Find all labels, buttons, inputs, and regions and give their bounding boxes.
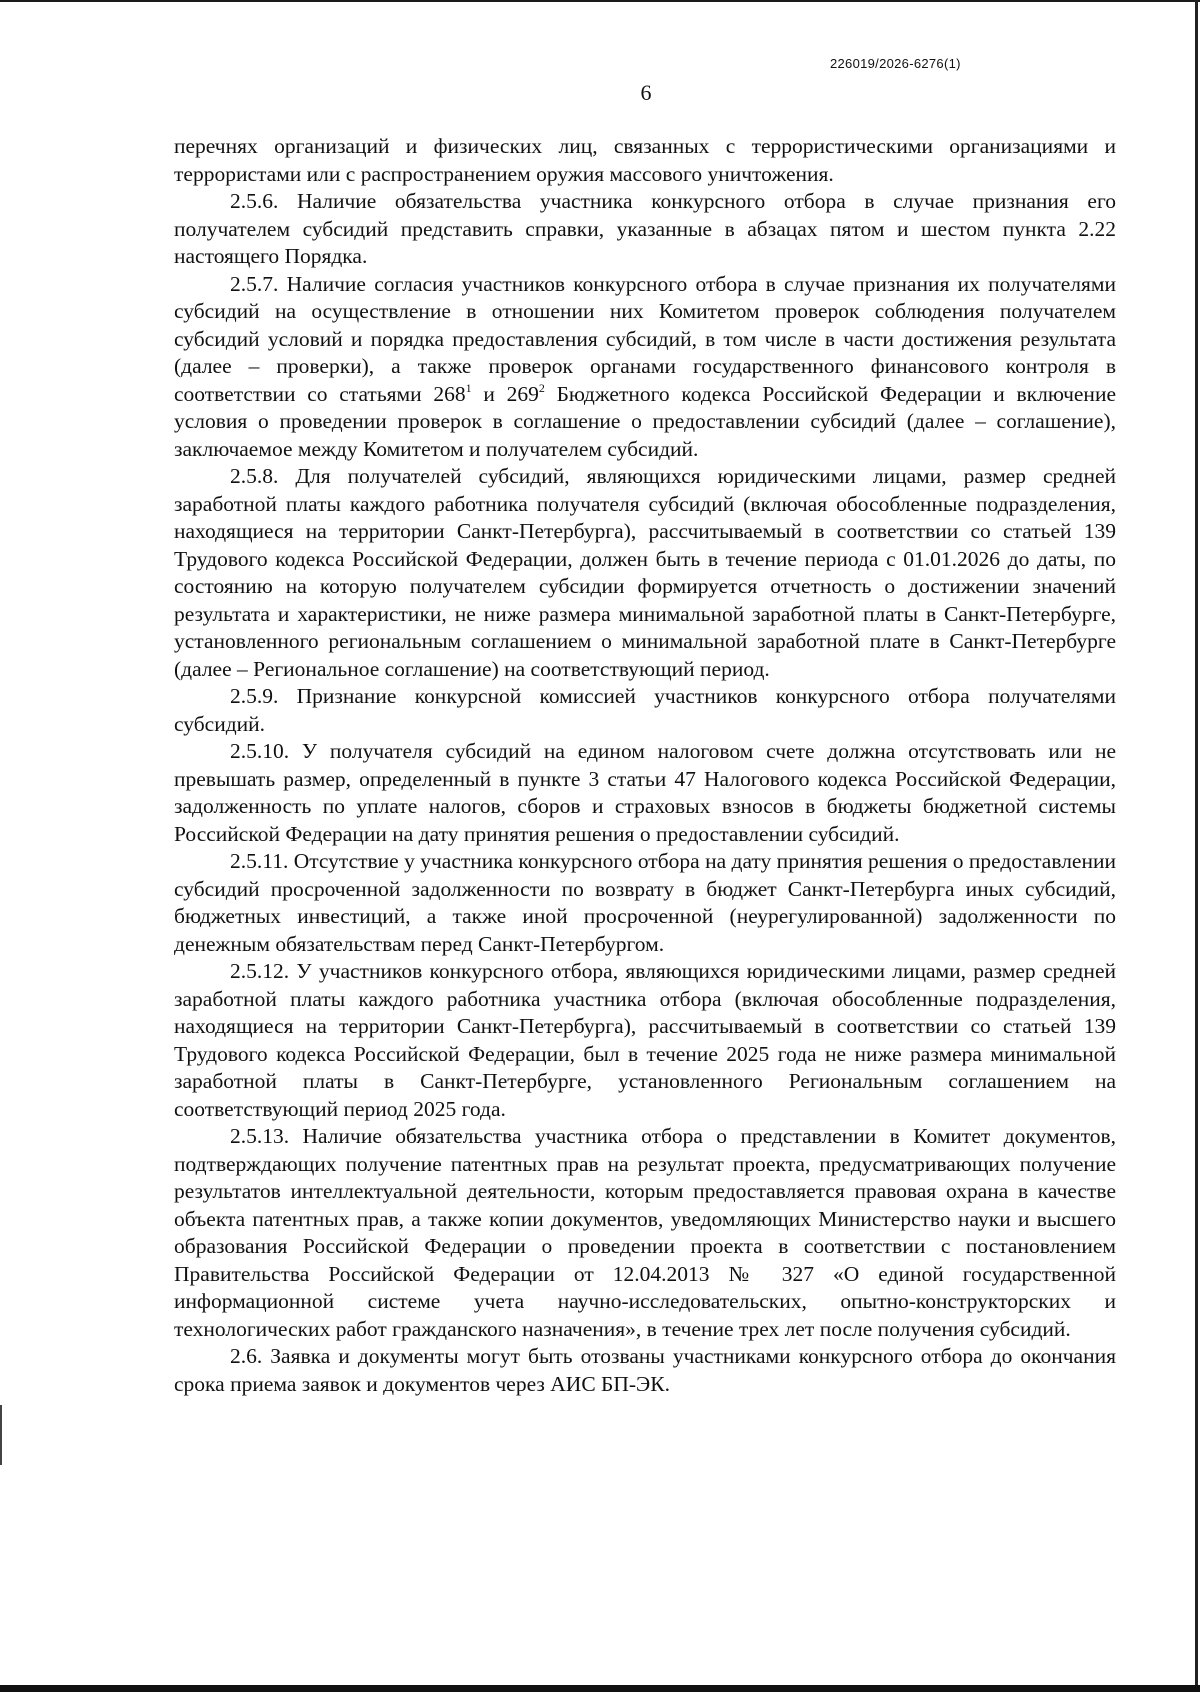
scan-edge-top <box>0 0 1200 2</box>
document-body <box>174 133 1116 1398</box>
paragraph-2-5-13: 2.5.13. Наличие обязательства участника отбора о представлении в Комитет документов, подтверждающих получение патентных прав на результат проекта, предусматривающих получение результатов интеллектуальной деятельности, которым предоставляется правовая охрана в качестве объекта патентных прав, а также копии документов, уведомляющих Министерство науки и высшего образования Российской Федерации о проведении проекта в соответствии с постановлением Правительства Российской Федерации от 12.04.2013 № 327 «О единой государственной информационной системе учета научно-исследовательских, опытно-конструкторских и технологических работ гражданского назначения», в течение трех лет после получения субсидий. <box>174 1124 1116 1341</box>
paragraph-2-5-8: 2.5.8. Для получателей субсидий, являющихся юридическими лицами, размер средней заработной платы каждого работника получателя субсидий (включая обособленные подразделения, находящиеся на территории Санкт-Петербурга), рассчитываемый в соответствии со статьей 139 Трудового кодекса Российской Федерации, должен быть в течение периода с 01.01.2026 до даты, по состоянию на которую получателем субсидии формируется отчетность о достижении значений результата и характеристики, не ниже размера минимальной заработной платы в Санкт-Петербурге, установленного региональным соглашением о минимальной заработной плате в Санкт-Петербурге (далее – Региональное соглашение) на соответствующий период. <box>174 464 1116 681</box>
paragraph-2-5-6: 2.5.6. Наличие обязательства участника конкурсного отбора в случае признания его получателем субсидий представить справки, указанные в абзацах пятом и шестом пункта 2.22 настоящего Порядка. <box>174 189 1116 268</box>
paragraph-2-5-12: 2.5.12. У участников конкурсного отбора, являющихся юридическими лицами, размер средней заработной платы каждого работника участника отбора (включая обособленные подразделения, находящиеся на территории Санкт-Петербурга), рассчитываемый в соответствии со статьей 139 Трудового кодекса Российской Федерации, был в течение 2025 года не ниже размера минимальной заработной платы в Санкт-Петербурге, установленного Региональным соглашением на соответствующий период 2025 года. <box>174 959 1116 1121</box>
page-number: 6 <box>640 80 652 105</box>
paragraph-2-5-9: 2.5.9. Признание конкурсной комиссией участников конкурсного отбора получателями субсидий. <box>174 684 1116 736</box>
paragraph-2-5-7-text-b: и 269 <box>471 381 539 406</box>
paragraph-2-5-11: 2.5.11. Отсутствие у участника конкурсного отбора на дату принятия решения о предоставлении субсидий просроченной задолженности по возврату в бюджет Санкт-Петербурга иных субсидий, бюджетных инвестиций, а также иной просроченной (неурегулированной) задолженности по денежным обязательствам перед Санкт-Петербургом. <box>174 849 1116 956</box>
paragraph-2-6: 2.6. Заявка и документы могут быть отозваны участниками конкурсного отбора до окончания срока приема заявок и документов через АИС БП-ЭК. <box>174 1344 1116 1396</box>
scan-mark-left <box>0 1405 2 1465</box>
scan-edge-right <box>1195 0 1198 1692</box>
superscript-1: 1 <box>465 380 472 395</box>
paragraph-2-5-10: 2.5.10. У получателя субсидий на едином налоговом счете должна отсутствовать или не превышать размер, определенный в пункте 3 статьи 47 Налогового кодекса Российской Федерации, задолженность по уплате налогов, сборов и страховых взносов в бюджеты бюджетной системы Российской Федерации на дату принятия решения о предоставлении субсидий. <box>174 739 1116 846</box>
paragraph-2-5-7-text-c: Бюджетного кодекса Российской Федерации и включение условия о проведении проверок в соглашение о предоставлении субсидий (далее – соглашение), заключаемое между Комитетом и получателем субсидий. <box>174 381 1116 461</box>
superscript-2: 2 <box>538 380 545 395</box>
paragraph-2-5-7 <box>174 271 1116 464</box>
scan-edge-bottom <box>0 1685 1200 1692</box>
document-registration-number: 226019/2026-6276(1) <box>830 56 961 71</box>
paragraph-2-5-7-text-a: 2.5.7. Наличие согласия участников конкурсного отбора в случае признания их получателями субсидий на осуществление в отношении них Комитетом проверок соблюдения получателем субсидий условий и порядка предоставления субсидий, в том числе в части достижения результата (далее – проверки), а также проверок органами государственного финансового контроля в соответствии со статьями 268 <box>174 271 1116 406</box>
paragraph-continuation: перечнях организаций и физических лиц, связанных с террористическими организациями и террористами или с распространением оружия массового уничтожения. <box>174 134 1116 186</box>
